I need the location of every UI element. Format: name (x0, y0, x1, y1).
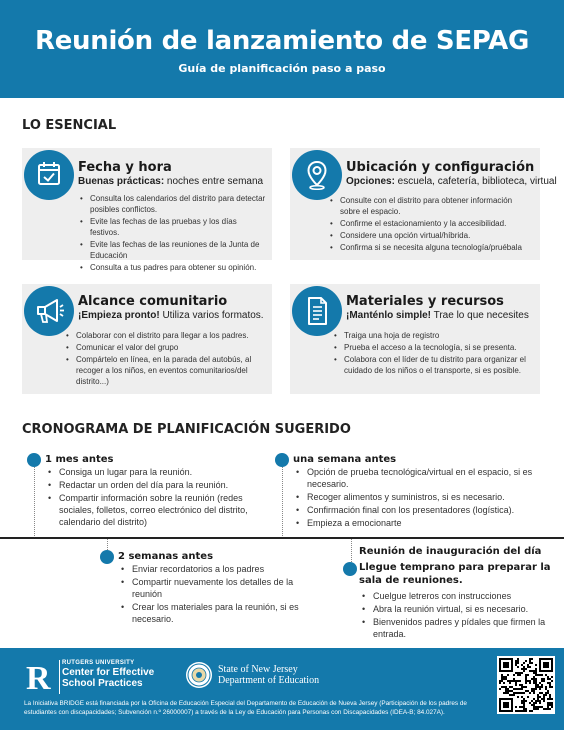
list-item: • Consiga un lugar para la reunión. (48, 466, 268, 478)
calendar-icon (24, 150, 74, 200)
card-subtitle (346, 310, 529, 321)
timeline-dot (275, 453, 289, 467)
list-item: • Traiga una hoja de registro (334, 330, 534, 341)
list-item: • Empieza a emocionarte (296, 517, 536, 529)
timeline-step-title: 1 mes antes (45, 454, 114, 465)
card-subtitle-bold: Opciones: (346, 176, 395, 187)
page-footer (0, 648, 564, 730)
card-title: Ubicación y configuración (346, 160, 535, 175)
card-subtitle-bold: Buenas prácticas: (78, 176, 165, 187)
timeline-dot (27, 453, 41, 467)
card-subtitle-bold: ¡Manténlo simple! (346, 310, 432, 321)
list-item: • Consulta a tus padres para obtener su opinión. (80, 262, 266, 273)
list-item: • Consulte con el distrito para obtener información sobre el espacio. (330, 195, 534, 217)
center-name: Center for Effective School Practices (62, 667, 155, 689)
timeline-step-title: Reunión de inauguración del día (359, 546, 542, 557)
card-materials (290, 284, 540, 394)
timeline-step-list (121, 563, 301, 626)
card-list (334, 330, 534, 377)
card-subtitle-rest: Trae lo que necesites (431, 310, 529, 321)
document-icon (292, 286, 342, 336)
rutgers-logo-icon (24, 660, 56, 694)
page-header (0, 0, 564, 98)
nj-seal-icon (186, 662, 212, 688)
timeline-step-list (296, 466, 536, 530)
list-item: • Prueba el acceso a la tecnología, si se presenta. (334, 342, 534, 353)
card-list (80, 193, 266, 274)
nj-department: Department of Education (218, 675, 320, 686)
timeline-step-subtitle: Llegue temprano para preparar la sala de reuniones. (359, 562, 551, 586)
card-outreach (22, 284, 272, 394)
list-item: • Confirmación final con los presentadores (logística). (296, 504, 536, 516)
list-item: • Compartir información sobre la reunión (redes sociales, folletos, correo electrónico del distrito, calendario del distrito) (48, 492, 268, 528)
list-item: • Consulta los calendarios del distrito para detectar posibles conflictos. (80, 193, 266, 215)
card-title: Fecha y hora (78, 160, 172, 175)
list-item: • Evite las fechas de las pruebas y los días festivos. (80, 216, 266, 238)
card-subtitle (346, 176, 557, 187)
card-list (330, 195, 534, 254)
card-subtitle-bold: ¡Empieza pronto! (78, 310, 160, 321)
timeline-step-title: una semana antes (293, 454, 397, 465)
rutgers-logo-letter: R (26, 660, 51, 694)
funding-text: La Iniciativa BRIDGE está financiada por la Oficina de Educación Especial del Departamento de Educación de Nueva Jersey (Participación de los padres de estudiantes con discapacidades; Subvención n.º 26000007) a través de la Ley de Educación para Personas con Discapacidades (IDEA-B; 84.027A). (24, 700, 467, 716)
card-location (290, 148, 557, 260)
rutgers-university-label: RUTGERS UNIVERSITY (62, 660, 135, 666)
card-list (66, 330, 266, 388)
list-item: • Opción de prueba tecnológica/virtual en el espacio, si es necesario. (296, 466, 536, 490)
list-item: • Colabora con el líder de tu distrito para organizar el cuidado de los niños o el transporte, si es posible. (334, 354, 534, 376)
timeline-heading: CRONOGRAMA DE PLANIFICACIÓN SUGERIDO (22, 422, 351, 437)
list-item: • Compártelo en línea, en la parada del autobús, al recoger a los niños, en eventos comunitarios/del distrito...) (66, 354, 266, 387)
list-item: • Bienvenidos padres y pídales que firmen la entrada. (362, 616, 554, 640)
list-item: • Crear los materiales para la reunión, si es necesario. (121, 601, 301, 625)
essentials-heading: LO ESENCIAL (22, 118, 117, 133)
page-title: Reunión de lanzamiento de SEPAG (34, 26, 530, 56)
card-subtitle (78, 176, 263, 187)
timeline-dot (100, 550, 114, 564)
list-item: • Confirme el estacionamiento y la accesibilidad. (330, 218, 534, 229)
timeline-step-list (48, 466, 268, 529)
list-item: • Compartir nuevamente los detalles de la reunión (121, 576, 301, 600)
footer-divider (59, 660, 60, 694)
nj-state: State of New Jersey (218, 664, 298, 675)
list-item: • Evite las fechas de las reuniones de la Junta de Educación (80, 239, 266, 261)
list-item: • Cuelgue letreros con instrucciones (362, 590, 554, 602)
timeline-guide (282, 460, 283, 538)
list-item: • Recoger alimentos y suministros, si es necesario. (296, 491, 536, 503)
page-subtitle: Guía de planificación paso a paso (178, 62, 386, 75)
list-item: • Enviar recordatorios a los padres (121, 563, 301, 575)
list-item: • Redactar un orden del día para la reunión. (48, 479, 268, 491)
list-item: • Colaborar con el distrito para llegar a los padres. (66, 330, 266, 341)
list-item: • Comunicar el valor del grupo (66, 342, 266, 353)
timeline-step-list (362, 590, 554, 641)
card-title: Alcance comunitario (78, 294, 228, 309)
timeline-dot (343, 562, 357, 576)
card-subtitle-rest: escuela, cafetería, biblioteca, virtual (394, 176, 557, 187)
card-subtitle (78, 310, 264, 321)
timeline-axis (0, 537, 564, 539)
list-item: • Confirma si se necesita alguna tecnología/pruébala (330, 242, 534, 253)
location-pin-icon (292, 150, 342, 200)
qr-code-icon[interactable] (497, 656, 555, 714)
megaphone-icon (24, 286, 74, 336)
card-date-time (22, 148, 272, 272)
card-subtitle-rest: Utiliza varios formatos. (159, 310, 264, 321)
list-item: • Considere una opción virtual/híbrida. (330, 230, 534, 241)
timeline-step-title: 2 semanas antes (118, 551, 214, 562)
card-subtitle-rest: noches entre semana (164, 176, 264, 187)
timeline-guide (34, 460, 35, 538)
nj-department-label (218, 664, 319, 686)
list-item: • Abra la reunión virtual, si es necesario. (362, 603, 554, 615)
card-title: Materiales y recursos (346, 294, 504, 309)
